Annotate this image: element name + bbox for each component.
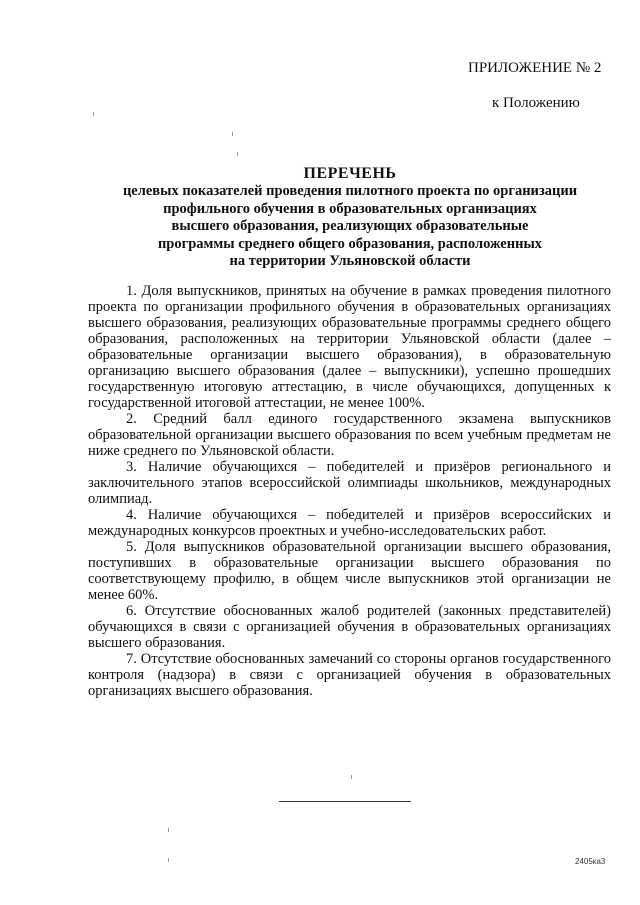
scan-speck xyxy=(237,152,238,156)
indicator-item: 3. Наличие обучающихся – победителей и призёров регионального и заключительного этапов всероссийской олимпиады школьников, международных олимпиад. xyxy=(88,459,611,507)
indicator-list xyxy=(88,283,611,699)
indicator-item: 2. Средний балл единого государственного экзамена выпускников образовательной организации высшего образования по всем учебным предметам не ниже среднего по Ульяновской области. xyxy=(88,411,611,459)
scan-speck xyxy=(168,828,169,832)
document-subtitle xyxy=(70,183,630,271)
subtitle-line: на территории Ульяновской области xyxy=(229,253,471,269)
indicator-item: 7. Отсутствие обоснованных замечаний со стороны органов государственного контроля (надзора) в связи с организацией обучения в образовательных организациях высшего образования. xyxy=(88,651,611,699)
indicator-item: 6. Отсутствие обоснованных жалоб родителей (законных представителей) обучающихся в связи с организацией обучения в образовательных организациях высшего образования. xyxy=(88,603,611,651)
indicator-item: 5. Доля выпускников образовательной организации высшего образования, поступивших в образовательные организации высшего образования по соответствующему профилю, в общем числе выпускников этой организации не менее 60%. xyxy=(88,539,611,603)
page-stamp: 2405ка3 xyxy=(575,857,606,866)
subtitle-line: профильного обучения в образовательных организациях xyxy=(163,200,537,217)
scan-speck xyxy=(232,132,233,136)
appendix-number: ПРИЛОЖЕНИЕ № 2 xyxy=(468,60,602,76)
subtitle-line: программы среднего общего образования, расположенных xyxy=(157,235,543,252)
scan-speck xyxy=(93,112,94,116)
indicator-item: 1. Доля выпускников, принятых на обучение в рамках проведения пилотного проекта по организации профильного обучения в образовательных организациях высшего образования, реализующих образовательные программы среднего общего образования, расположенных на территории Ульяновской области (далее – образовательные организации высшего образования), в образовательную организацию высшего образования (далее – выпускники), успешно прошедших государственную итоговую аттестацию, в числе обучающихся, допущенных к государственной итоговой аттестации, не менее 100%. xyxy=(88,283,611,411)
scan-speck xyxy=(168,858,169,862)
regulation-reference: к Положению xyxy=(492,95,580,111)
scan-speck xyxy=(351,775,352,779)
document-title: ПЕРЕЧЕНЬ xyxy=(303,165,397,182)
closing-rule xyxy=(279,801,411,802)
indicator-item: 4. Наличие обучающихся – победителей и призёров всероссийских и международных конкурсов проектных и учебно-исследовательских работ. xyxy=(88,507,611,539)
subtitle-line: целевых показателей проведения пилотного проекта по организации xyxy=(122,183,578,199)
subtitle-line: высшего образования, реализующих образовательные xyxy=(171,218,529,234)
